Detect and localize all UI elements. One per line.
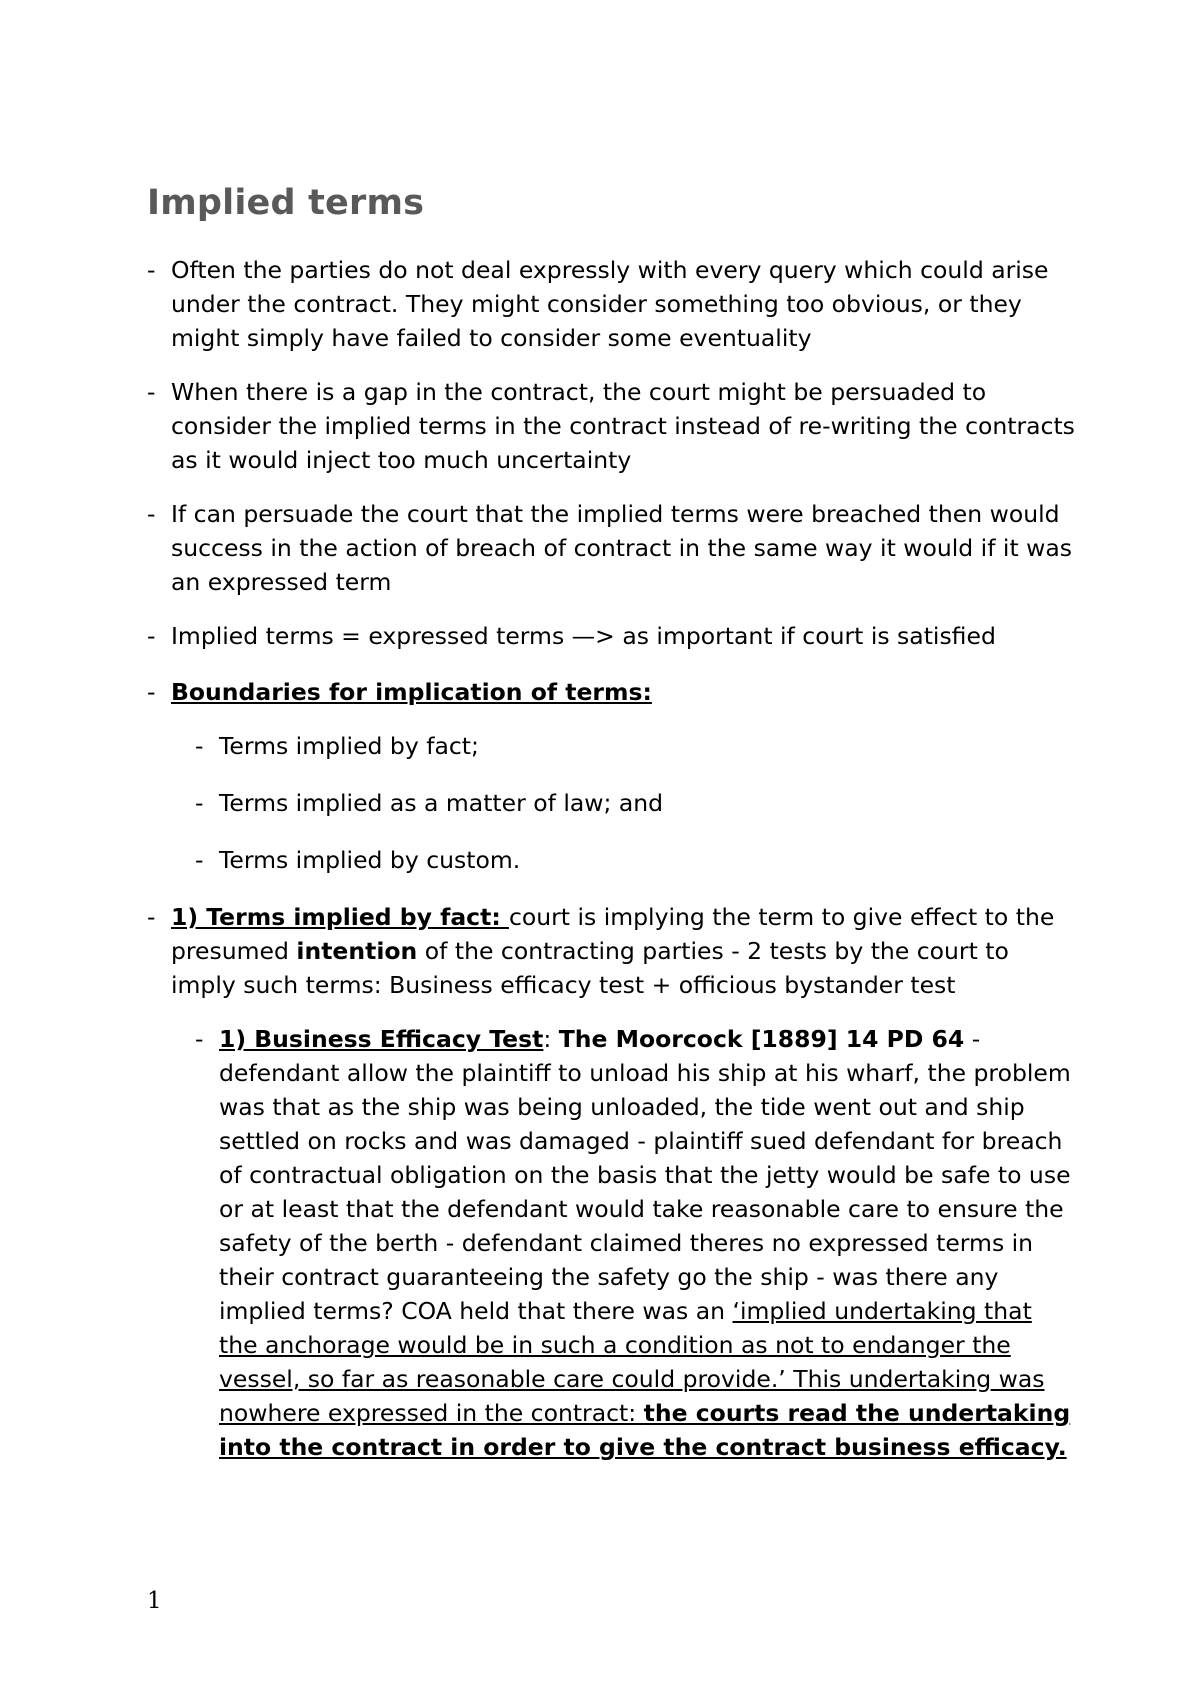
boundaries-heading-item — [147, 675, 1077, 709]
page-number: 1 — [147, 1588, 162, 1614]
case-citation: The Moorcock [1889] 14 PD 64 — [558, 1025, 965, 1053]
fact-text-2: of the contracting parties - 2 tests by the court to imply such terms: Business efficacy test + officious bystander test — [171, 937, 1009, 999]
boundary-item: - Terms implied by custom. — [195, 843, 1077, 877]
boundary-item: - Terms implied as a matter of law; and — [195, 786, 1077, 820]
list-item: - When there is a gap in the contract, the court might be persuaded to consider the implied terms in the contract instead of re-writing the contracts as it would inject too much uncertainty — [147, 375, 1077, 477]
list-item: - If can persuade the court that the implied terms were breached then would success in the action of breach of contract in the same way it would if it was an expressed term — [147, 497, 1077, 599]
business-efficacy-item — [195, 1022, 1077, 1464]
fact-emphasis: intention — [296, 937, 418, 965]
page-title: Implied terms — [147, 183, 425, 223]
boundary-item: - Terms implied by fact; — [195, 729, 1077, 763]
fact-label: 1) Terms implied by fact: — [171, 903, 509, 931]
efficacy-conclusion: the courts read the undertaking into the contract in order to give the contract business efficacy. — [219, 1399, 1071, 1461]
notes-list — [147, 253, 1077, 1487]
fact-text-1: court is implying the term to give effect to the presumed — [171, 903, 1055, 965]
list-item: - Implied terms = expressed terms —> as important if court is satisfied — [147, 619, 1077, 653]
efficacy-label: 1) Business Efficacy Test — [219, 1025, 544, 1053]
list-item: - Often the parties do not deal expressly with every query which could arise under the contract. They might consider something too obvious, or they might simply have failed to consider some eventuality — [147, 253, 1077, 355]
efficacy-text: defendant allow the plaintiff to unload his ship at his wharf, the problem was that as the ship was being unloaded, the tide went out and ship settled on rocks and was damaged - plaintiff sued defendant for breach of contractual obligation on the basis that the jetty would be safe to use or at least that the defendant would take reasonable care to ensure the safety of the berth - defendant claimed theres no expressed terms in their contract guaranteeing the safety go the ship - was there any implied terms? COA held that there was an — [219, 1059, 1071, 1325]
terms-implied-by-fact-item — [147, 900, 1077, 1002]
efficacy-colon: : — [543, 1025, 559, 1053]
efficacy-quote: ‘implied undertaking that the anchorage would be in such a condition as not to endanger the vessel, so far as reasonable care could provide.’ This undertaking was nowhere expressed in the contract: — [219, 1297, 1045, 1427]
efficacy-dash: - — [964, 1025, 981, 1053]
boundaries-heading: Boundaries for implication of terms: — [171, 678, 652, 706]
